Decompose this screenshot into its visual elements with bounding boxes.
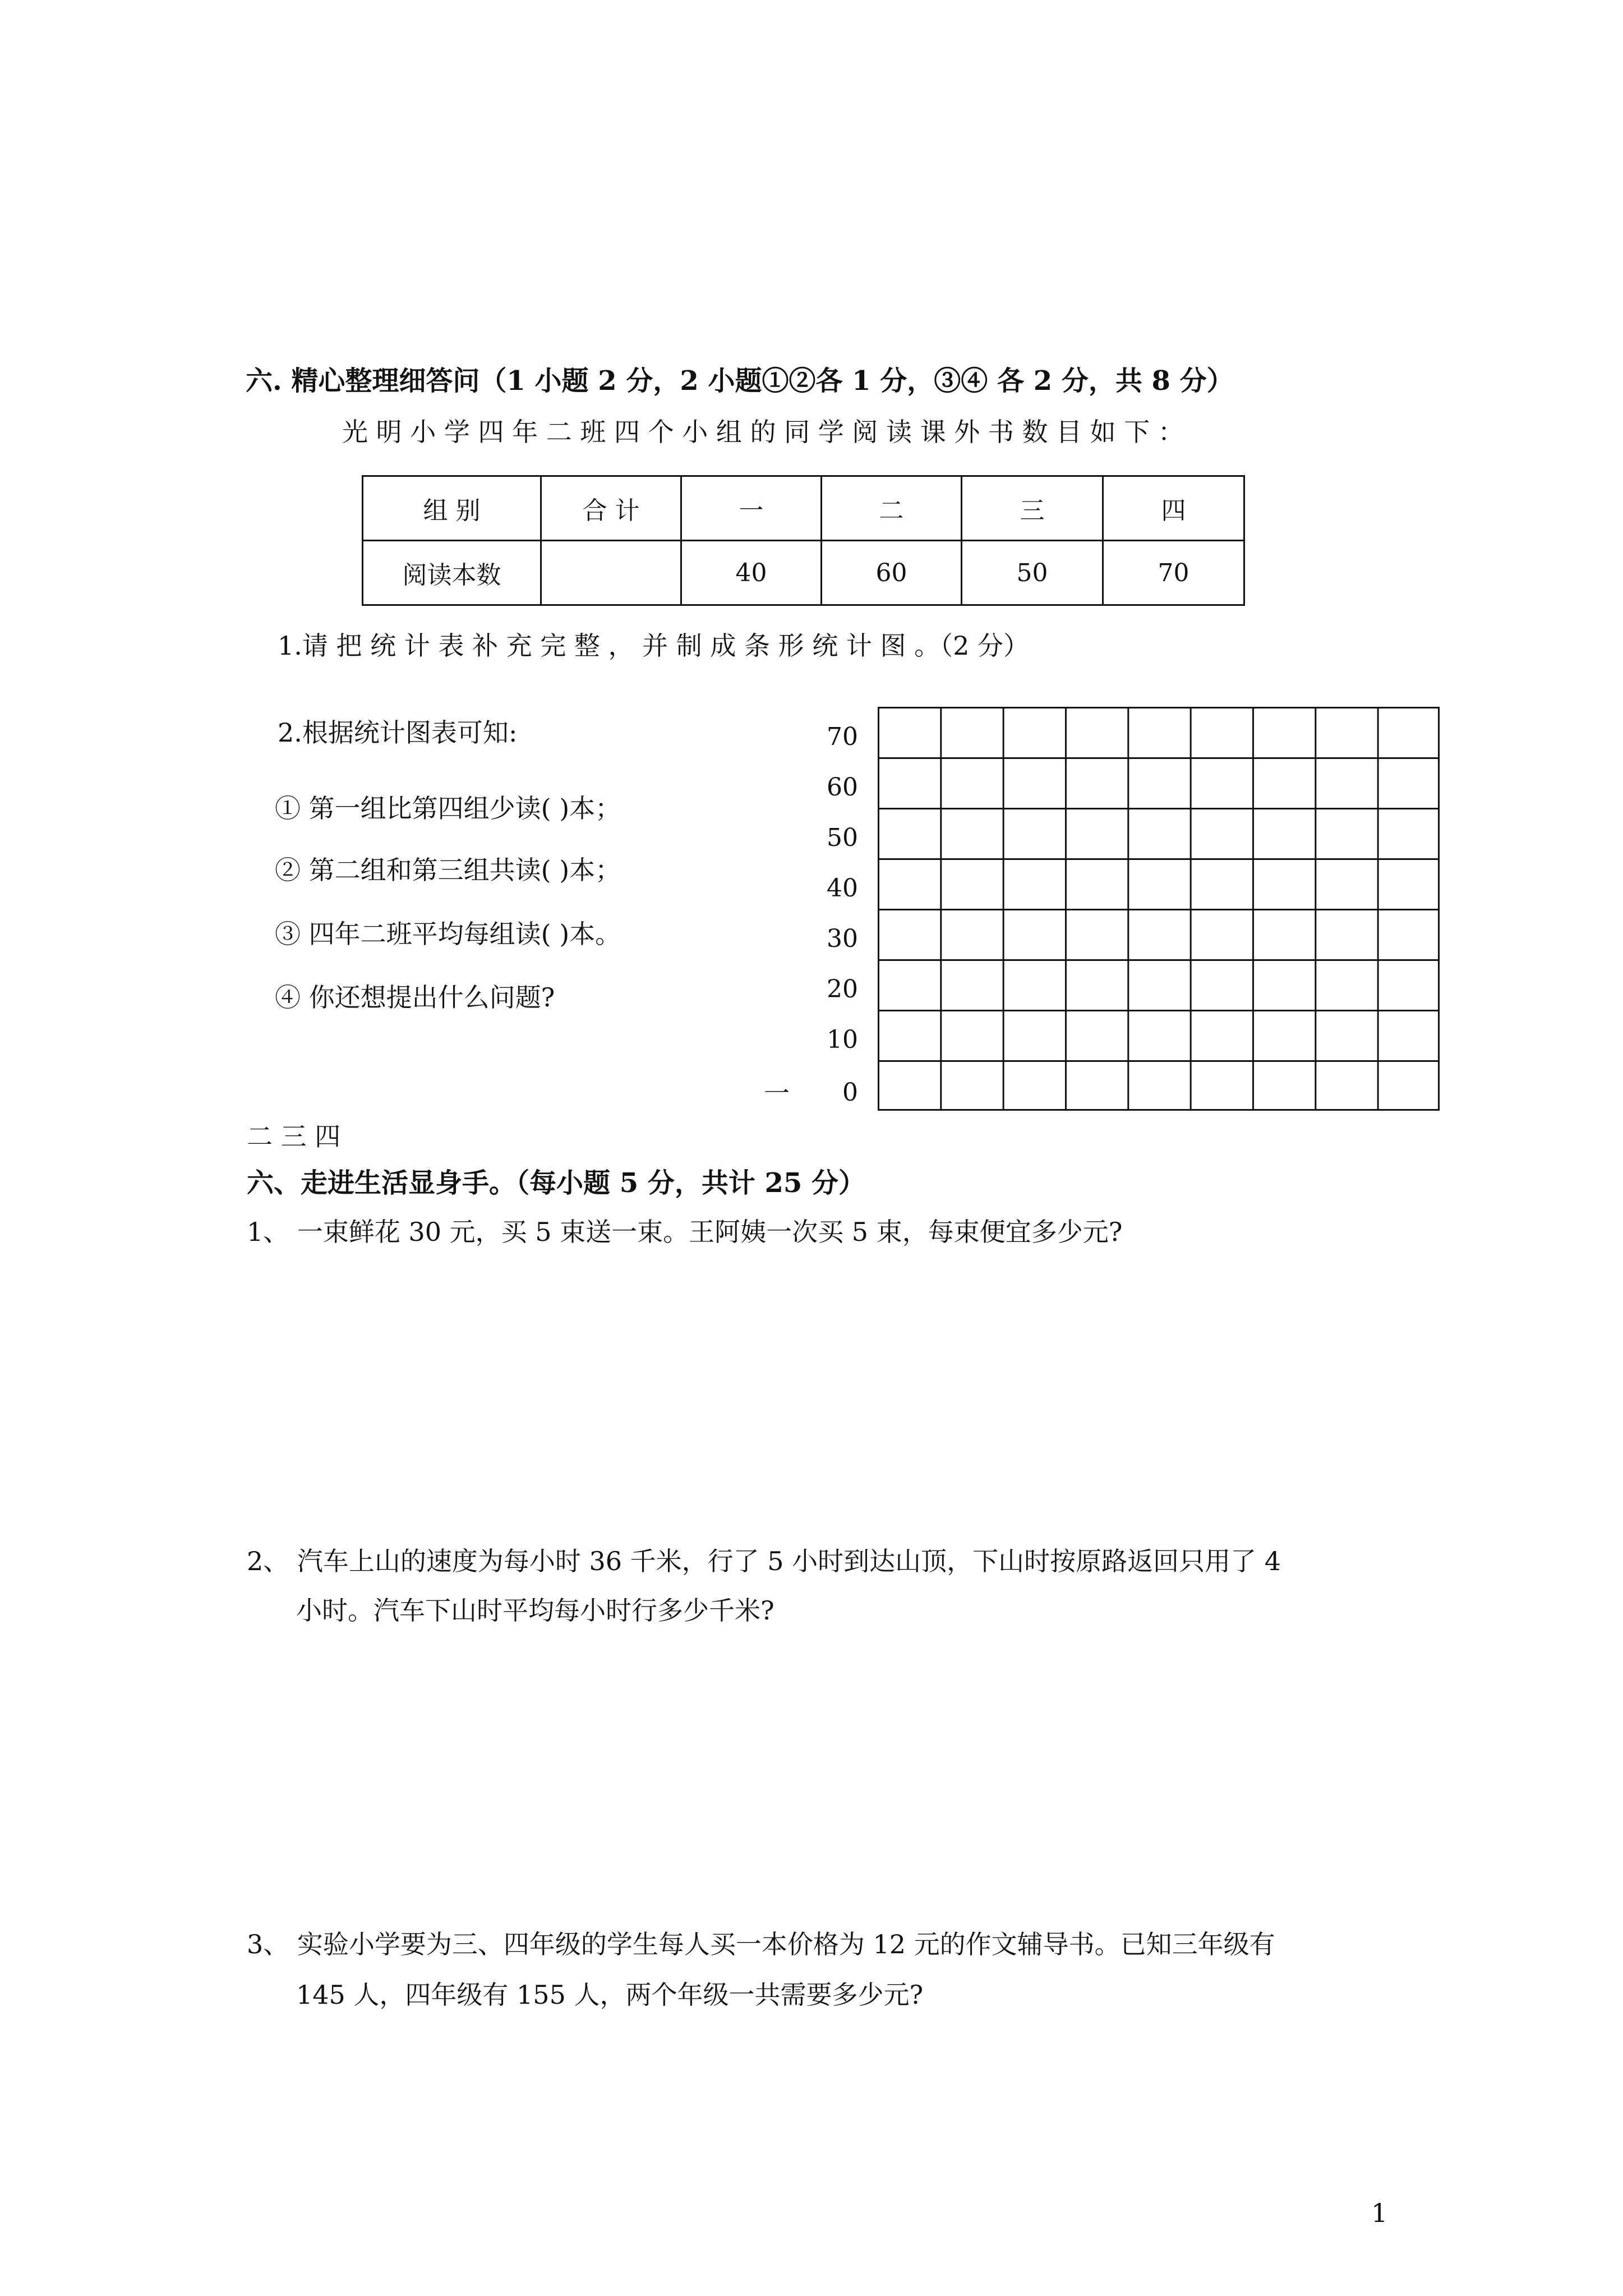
table-intro: 光 明 小 学 四 年 二 班 四 个 小 组 的 同 学 阅 读 课 外 书 数 目 如 下 ：	[342, 417, 1184, 447]
sub-question-4: ④ 你还想提出什么问题?	[275, 982, 555, 1013]
table-header-cell: 四	[1103, 476, 1244, 541]
problem-2-line-1: 2、 汽车上山的速度为每小时 36 千米，行了 5 小时到达山顶，下山时按原路返回只用了 4	[247, 1546, 1281, 1576]
table-total-cell[interactable]	[541, 541, 681, 605]
page-number: 1	[1371, 2198, 1388, 2228]
table-row	[363, 541, 1244, 605]
y-tick-label: 40	[827, 874, 858, 903]
table-cell: 70	[1103, 541, 1244, 605]
y-tick-label: 50	[827, 823, 858, 852]
y-tick-label: 20	[827, 975, 858, 1004]
sub-question-3: ③ 四年二班平均每组读( )本。	[275, 919, 621, 949]
section-heading-life: 六、走进生活显身手。（每小题 5 分，共计 25 分）	[247, 1167, 866, 1199]
sub-question-1: ① 第一组比第四组少读( )本；	[275, 793, 621, 823]
problem-3-line-2: 145 人，四年级有 155 人，两个年级一共需要多少元?	[296, 1980, 924, 2010]
bar-chart-grid[interactable]	[878, 707, 1440, 1111]
sub-question-2: ② 第二组和第三组共读( )本；	[275, 855, 621, 885]
table-header-cell: 组 别	[363, 476, 541, 541]
y-tick-label: 70	[827, 723, 858, 751]
reading-table	[362, 475, 1245, 606]
x-label-first: 一	[764, 1078, 790, 1108]
table-cell: 60	[822, 541, 962, 605]
y-tick-label: 30	[827, 924, 858, 953]
table-cell: 50	[962, 541, 1103, 605]
section-heading-organize: 六. 精心整理细答问（1 小题 2 分，2 小题①②各 1 分，③④ 各 2 分，共 8 分）	[246, 365, 1234, 397]
table-cell: 40	[681, 541, 822, 605]
x-labels-rest: 二 三 四	[247, 1121, 341, 1152]
y-tick-label: 0	[842, 1078, 858, 1107]
problem-3-line-1: 3、 实验小学要为三、四年级的学生每人买一本价格为 12 元的作文辅导书。已知三年级有	[247, 1929, 1275, 1959]
problem-2-line-2: 小时。汽车下山时平均每小时行多少千米?	[296, 1595, 774, 1626]
y-tick-label: 10	[827, 1025, 858, 1054]
table-header-cell: 一	[681, 476, 822, 541]
table-header-cell: 合 计	[541, 476, 681, 541]
question-2: 2.根据统计图表可知:	[278, 717, 518, 748]
table-header-cell: 二	[822, 476, 962, 541]
problem-1: 1、 一束鲜花 30 元，买 5 束送一束。王阿姨一次买 5 束，每束便宜多少元?	[247, 1217, 1123, 1247]
y-tick-label: 60	[827, 773, 858, 802]
table-header-row	[363, 476, 1244, 541]
table-header-cell: 三	[962, 476, 1103, 541]
table-row-label: 阅读本数	[363, 541, 541, 605]
question-1: 1.请 把 统 计 表 补 充 完 整 ， 并 制 成 条 形 统 计 图 。（2 分）	[278, 631, 1029, 661]
